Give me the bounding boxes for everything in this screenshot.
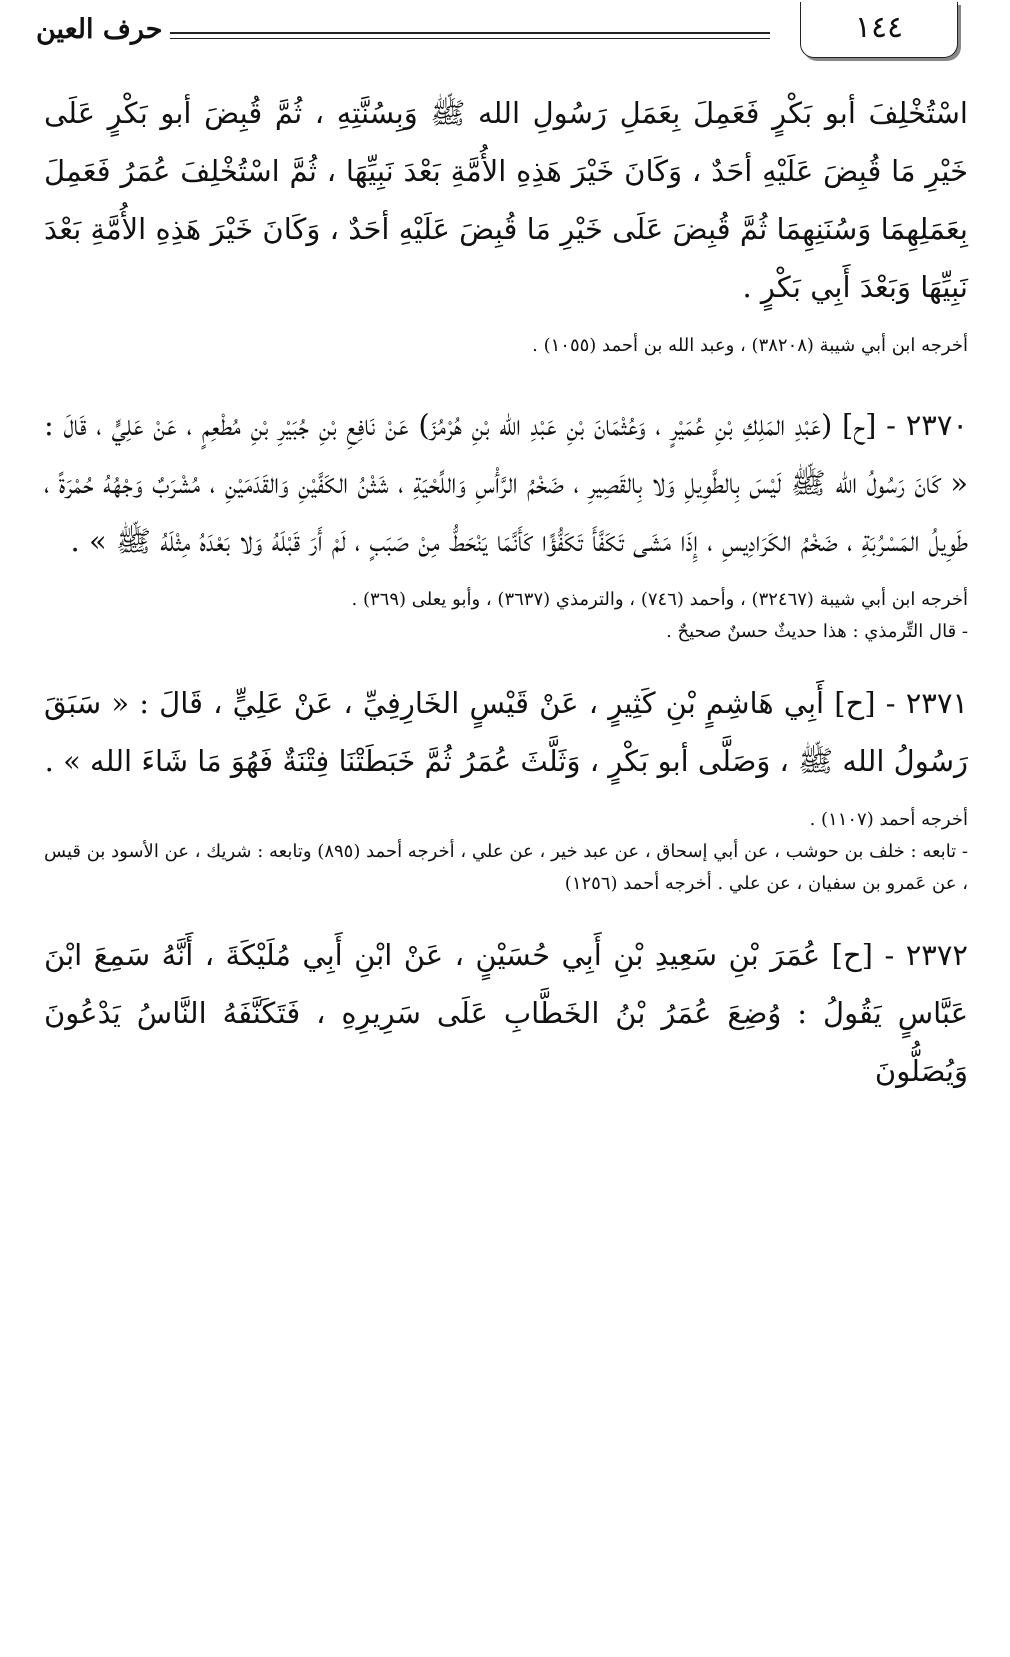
takhrij-note: أخرجه أحمد (١١٠٧) .: [809, 809, 968, 830]
hadith-2372: ٢٣٧٢ - [ح] عُمَرَ بْنِ سَعِيدِ بْنِ أَبِي حُسَيْنٍ ، عَنْ ابْنِ أَبِي مُلَيْكَةَ ، أَنَّهُ سَمِعَ ابْنَ عَبَّاسٍ يَقُولُ : وُضِعَ عُمَرُ بْنُ الخَطَّابِ عَلَى سَرِيرِهِ ، فَتَكَنَّفَهُ النَّاسُ يَدْعُونَ وَيُصَلُّونَ: [44, 938, 968, 1088]
takhrij-note: أخرجه ابن أبي شيبة (٣٢٤٦٧) ، وأحمد (٧٤٦) ، والترمذي (٣٦٣٧) ، وأبو يعلى (٣٦٩) .: [351, 589, 968, 610]
page-number: ١٤٤: [800, 2, 958, 58]
grading-note: - قال التِّرمذي : هذا حديثٌ حسنٌ صحيحٌ .: [666, 621, 968, 642]
page-header: [0, 0, 1010, 66]
takhrij-note: أخرجه ابن أبي شيبة (٣٨٢٠٨) ، وعبد الله بن أحمد (١٠٥٥) .: [532, 335, 968, 356]
mutabaah-note: - تابعه : خلف بن حوشب ، عن أبي إسحاق ، عن عبد خير ، عن علي ، أخرجه أحمد (٨٩٥) وتابعه : شريك ، عن الأسود بن قيس ، عن عَمرو بن سفيان ، عن علي . أخرجه أحمد (١٢٥٦): [44, 841, 969, 894]
hadith-2371: ٢٣٧١ - [ح] أَبِي هَاشِمٍ بْنِ كَثِيرٍ ، عَنْ قَيْسٍ الخَارِفِيِّ ، عَنْ عَلِيٍّ ، قَالَ : « سَبَقَ رَسُولُ الله ﷺ ، وَصَلَّى أبو بَكْرٍ ، وَثَلَّثَ عُمَرُ ثُمَّ خَبَطَتْنَا فِتْنَةٌ فَهُوَ مَا شَاءَ الله » .: [44, 686, 968, 778]
page-body: [44, 84, 968, 1100]
chapter-title: حرف العين: [36, 14, 163, 45]
hadith-2370: ٢٣٧٠ - [ح] (عَبْدِ المَلِكِ بْنِ عُمَيْرٍ ، وَعُثْمَانَ بْنِ عَبْدِ الله بْنِ هُرْمُزَ) عَنْ نَافِعِ بْنِ جُبَيْرِ بْنِ مُطْعِمٍ ، عَنْ عَلِيٍّ ، قَالَ : « كَانَ رَسُولُ الله ﷺ لَيْسَ بِالطَّوِيلِ وَلا بِالقَصِيرِ ، ضَخْمُ الرَّأْسِ وَاللِّحْيَةِ ، شَثْنُ الكَفَّيْنِ وَالقَدَمَيْنِ ، مُشْرَبٌ وَجْهُهُ حُمْرَةً ، طَوِيلُ المَسْرُبَةِ ، ضَخْمُ الكَرَادِيسِ ، إِذَا مَشَى تَكَفَّأَ تَكَفُّؤًا كَأَنَّمَا يَنْحَطُّ مِنْ صَبَبٍ ، لَمْ أَرَ قَبْلَهُ وَلا بَعْدَهُ مِثْلَهُ ﷺ » .: [44, 408, 968, 558]
hadith-continuation: اسْتُخْلِفَ أبو بَكْرٍ فَعَمِلَ بِعَمَلِ رَسُولِ الله ﷺ وَبِسُنَّتِهِ ، ثُمَّ قُبِضَ أبو بَكْرٍ عَلَى خَيْرِ مَا قُبِضَ عَلَيْهِ أحَدٌ ، وَكَانَ خَيْرَ هَذِهِ الأُمَّةِ بَعْدَ نَبِيِّهَا ، ثُمَّ اسْتُخْلِفَ عُمَرُ فَعَمِلَ بِعَمَلِهِمَا وَسُنَنِهِمَا ثُمَّ قُبِضَ عَلَى خَيْرِ مَا قُبِضَ عَلَيْهِ أحَدٌ ، وَكَانَ خَيْرَ هَذِهِ الأُمَّةِ بَعْدَ نَبِيِّهَا وَبَعْدَ أَبِي بَكْرٍ .: [44, 96, 968, 304]
header-rule: [170, 32, 770, 39]
